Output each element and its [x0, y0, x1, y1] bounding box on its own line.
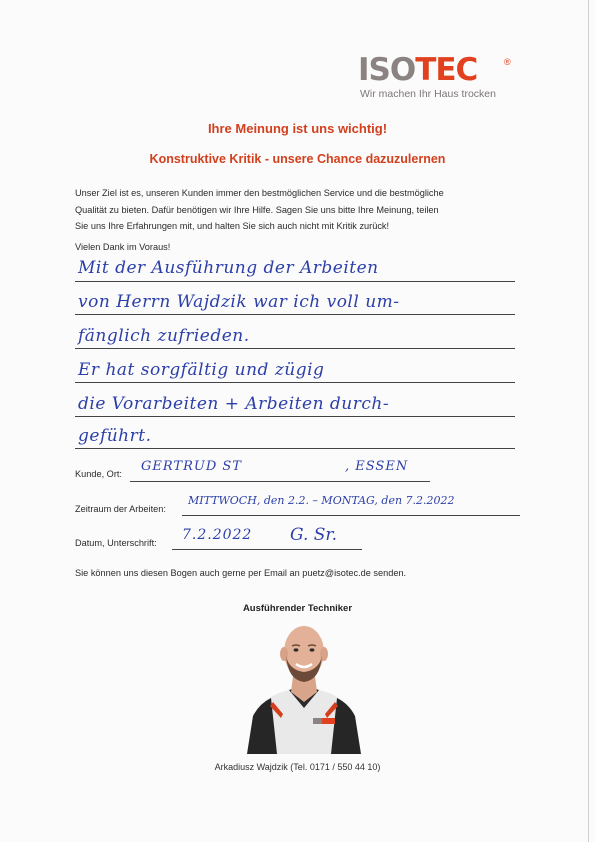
email-note: Sie können uns diesen Bogen auch gerne per Email an puetz@isotec.de senden.: [75, 568, 407, 578]
logo-tec-text: TEC: [415, 52, 478, 88]
writing-rule: [75, 416, 515, 417]
feedback-line: fänglich zufrieden.: [78, 326, 250, 346]
period-rule: [182, 515, 520, 516]
date-rule: [172, 549, 362, 550]
writing-rule: [75, 448, 515, 449]
feedback-line: Er hat sorgfältig und zügig: [78, 360, 325, 380]
period-value: MITTWOCH, den 2.2. – MONTAG, den 7.2.2022: [188, 494, 455, 507]
customer-rule: [130, 481, 430, 482]
intro-line: Qualität zu bieten. Dafür benötigen wir Ihre Hilfe. Sagen Sie uns bitte Ihre Meinung, teilen: [75, 204, 439, 215]
feedback-line: von Herrn Wajdzik war ich voll um-: [78, 292, 400, 312]
writing-rule: [75, 382, 515, 383]
feedback-line: die Vorarbeiten + Arbeiten durch-: [78, 394, 390, 414]
intro-line: Sie uns Ihre Erfahrungen mit, und halten Sie sich auch nicht mit Kritik zurück!: [75, 221, 390, 231]
feedback-line: geführt.: [78, 426, 152, 446]
writing-rule: [75, 281, 515, 282]
registered-mark: ®: [504, 57, 511, 67]
logo-tagline: Wir machen Ihr Haus trocken: [360, 88, 496, 100]
date-value: 7.2.2022: [182, 527, 253, 543]
writing-rule: [75, 348, 515, 349]
feedback-line: Mit der Ausführung der Arbeiten: [78, 258, 379, 278]
customer-value: GERTRUD ST: [141, 459, 242, 474]
customer-city: , ESSEN: [345, 459, 409, 474]
intro-line: Unser Ziel ist es, unseren Kunden immer den bestmöglichen Service und die bestmögliche: [75, 188, 444, 198]
period-label: Zeitraum der Arbeiten:: [75, 504, 166, 514]
intro-text: [75, 185, 525, 235]
form-heading: Ihre Meinung ist uns wichtig!: [207, 121, 388, 136]
logo-wordmark: [358, 54, 477, 86]
signature: G. Sr.: [290, 525, 338, 545]
logo-iso-text: ISO: [358, 52, 416, 88]
thanks-text: Vielen Dank im Voraus!: [75, 242, 171, 252]
date-label: Datum, Unterschrift:: [75, 538, 157, 548]
technician-name-phone: Arkadiusz Wajdzik (Tel. 0171 / 550 44 10): [214, 762, 381, 772]
isotec-logo: [358, 54, 518, 102]
form-subheading: Konstruktive Kritik - unsere Chance dazuzulernen: [149, 152, 446, 166]
writing-rule: [75, 314, 515, 315]
customer-label: Kunde, Ort:: [75, 469, 122, 479]
technician-photo: [243, 618, 365, 754]
technician-title: Ausführender Techniker: [242, 603, 353, 614]
